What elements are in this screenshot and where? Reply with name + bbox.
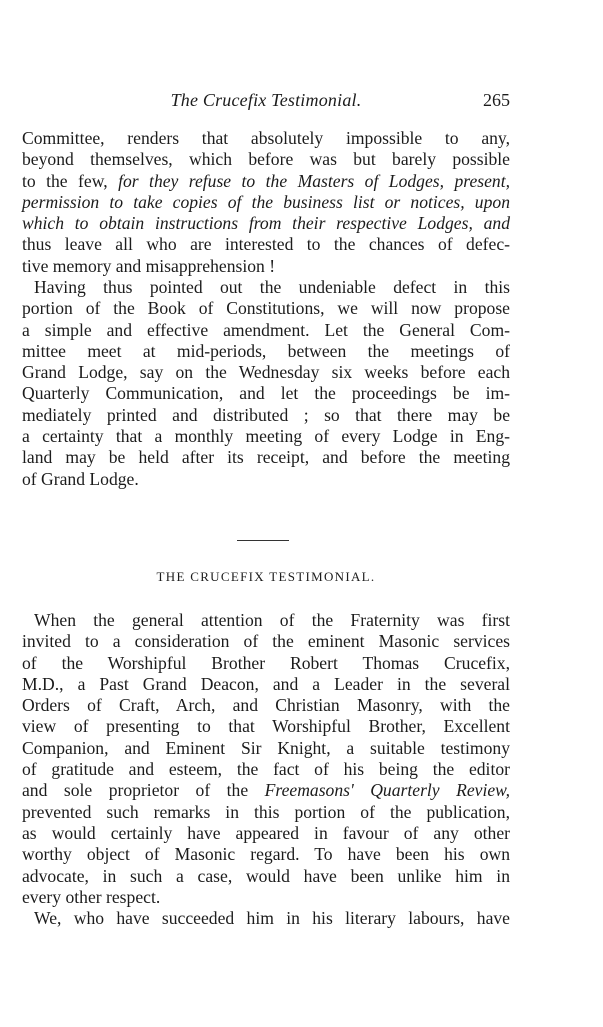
text-line: advocate, in such a case, would have been unlike him in <box>22 865 510 886</box>
text-line: every other respect. <box>22 886 161 907</box>
text-line: Having thus pointed out the undeniable defect in this <box>34 277 510 297</box>
text-line: land may be held after its receipt, and before the meeting <box>22 447 510 468</box>
text-line: thus leave all who are interested to the chances of defec- <box>22 234 510 255</box>
text-line: view of presenting to that Worshipful Brother, Excellent <box>22 716 510 737</box>
text-line: as would certainly have appeared in favour of any other <box>22 822 510 843</box>
paragraph-continuation <box>22 128 510 277</box>
section-divider <box>237 540 289 541</box>
text-line: Committee, renders that absolutely impossible to any, <box>22 128 510 148</box>
paragraph-testimonial <box>22 610 510 908</box>
italic-text: for they refuse to the Masters of Lodges, present, <box>118 170 510 191</box>
text-line: of Grand Lodge. <box>22 468 139 489</box>
text-line: beyond themselves, which before was but barely possible <box>22 149 510 170</box>
text-line: prevented such remarks in this portion of the publication, <box>22 801 510 822</box>
text-line: tive memory and misapprehension ! <box>22 255 276 276</box>
text-line <box>22 192 510 213</box>
text-line: Orders of Craft, Arch, and Christian Masonry, with the <box>22 695 510 716</box>
text-line: invited to a consideration of the eminent Masonic services <box>22 631 510 652</box>
section-heading: THE CRUCEFIX TESTIMONIAL. <box>156 569 376 584</box>
text-fragment: and sole proprietor of the <box>22 780 265 801</box>
text-line: When the general attention of the Fraternity was first <box>34 610 510 630</box>
page-number: 265 <box>483 90 510 110</box>
running-head <box>22 90 510 114</box>
text-line: Companion, and Eminent Sir Knight, a suitable testimony <box>22 737 510 758</box>
text-line: of the Worshipful Brother Robert Thomas Crucefix, <box>22 652 510 673</box>
text-line: Quarterly Communication, and let the proceedings be im- <box>22 383 510 404</box>
text-line <box>22 171 510 192</box>
running-title: The Crucefix Testimonial. <box>170 90 362 110</box>
text-line: of gratitude and esteem, the fact of his being the editor <box>22 759 510 780</box>
text-line: mediately printed and distributed ; so that there may be <box>22 404 510 425</box>
text-fragment: to the few, <box>22 170 119 191</box>
text-line: mittee meet at mid-periods, between the meetings of <box>22 340 510 361</box>
italic-text: permission to take copies of the business list or notices, upon <box>22 191 510 212</box>
paragraph-amendment <box>22 277 510 490</box>
text-line: M.D., a Past Grand Deacon, and a Leader in the several <box>22 673 510 694</box>
text-line: worthy object of Masonic regard. To have been his own <box>22 844 510 865</box>
text-line: Grand Lodge, say on the Wednesday six weeks before each <box>22 362 510 383</box>
text-line: We, who have succeeded him in his literary labours, have <box>34 908 510 928</box>
text-line <box>22 213 510 234</box>
italic-text: which to obtain instructions from their respective Lodges, and <box>22 213 510 234</box>
text-line: a simple and effective amendment. Let the General Com- <box>22 319 510 340</box>
text-line: portion of the Book of Constitutions, we will now propose <box>22 298 510 319</box>
text-line: a certainty that a monthly meeting of every Lodge in Eng- <box>22 426 510 447</box>
text-line <box>22 780 510 801</box>
italic-text: Freemasons' Quarterly Review, <box>264 780 510 801</box>
paragraph-next <box>22 908 510 929</box>
